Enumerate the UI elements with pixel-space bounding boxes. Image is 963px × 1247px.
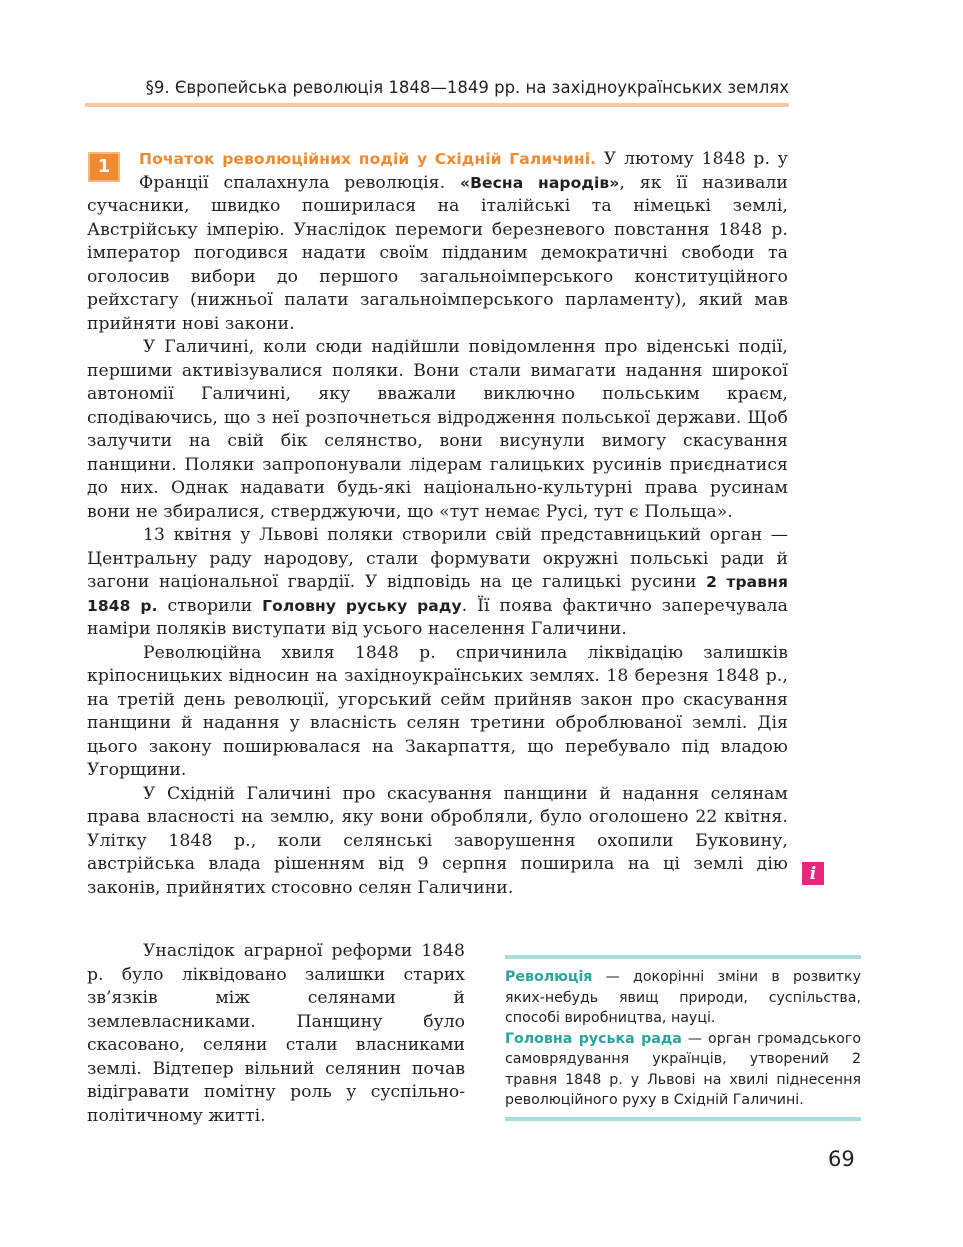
running-header-title: §9. Європейська революція 1848—1849 рр. на західноукраїнських землях (145, 78, 789, 97)
glossary-box (505, 955, 861, 1121)
glossary-definition: — докорінні зміни в розвитку яких-небудь явищ природи, суспільства, способі виробництва, науці. (505, 969, 861, 1026)
info-icon: i (802, 862, 824, 885)
paragraph-1-text-b: , як її називали сучасники, швидко поширилася на італійські та німецькі землі, Австрійську імперію. Унаслідок перемоги березневого повстання 1848 р. імператор погодився надати своїм підданим демократичні свободи та оголосив вибори до першого загальноімперського конституційного рейхстагу (нижньої палати загальноімперського парламенту), який мав прийняти нові закони. (87, 172, 788, 334)
page-number: 69 (828, 1147, 855, 1171)
paragraph-1-text-a: У лютому 1848 р. у Франції спалахнула революція. (139, 149, 788, 193)
paragraph-3-text-c: . Її поява фактично заперечувала наміри поляків виступати від усього населення Галичини. (87, 595, 788, 639)
paragraph-6: Унаслідок аграрної реформи 1848 р. було ліквідовано залишки старих зв’язків між селянами й землевласниками. Панщину було скасовано, селяни стали власниками землі. Відтепер вільний селянин почав відігравати помітну роль у суспільно-політичному житті. (87, 941, 465, 1126)
paragraph-4: Революційна хвиля 1848 р. спричинила ліквідацію залишків кріпосницьких відносин на західноукраїнських землях. 18 березня 1848 р., на третій день революції, угорський сейм прийняв закон про скасування панщини й надання у власність селян третини оброблюваної землі. Дія цього закону поширювалася на Закарпаття, що перебувало під владою Угорщини. (87, 642, 788, 780)
glossary-term: Головна руська рада (505, 1030, 682, 1047)
section-title: Початок революційних подій у Східній Галичині. (139, 150, 597, 168)
paragraph-3-term: Головну руську раду (262, 596, 462, 615)
main-text (87, 148, 788, 900)
lower-text (87, 940, 465, 1128)
paragraph-3-text-a: 13 квітня у Львові поляки створили свій представницький орган — Центральну раду народову, стали формувати окружні польські ради й загони національної гвардії. У відповідь на це галицькі русини (87, 525, 788, 592)
glossary-item (505, 1029, 861, 1111)
glossary-definition: — орган громадського самоврядування українців, утворений 2 травня 1848 р. у Львові на хвилі піднесення революційного руху в Східній Галичині. (505, 1030, 861, 1108)
section-number-badge: 1 (88, 152, 120, 182)
paragraph-3-text-b: створили (157, 595, 263, 616)
paragraph-2: У Галичині, коли сюди надійшли повідомлення про віденські події, першими активізувалися поляки. Вони стали вимагати надання широкої автономії Галичині, яку вважали виключно польським краєм, сподіваючись, що з неї розпочнеться відродження польської держави. Щоб залучити на свій бік селянство, вони висунули вимогу скасування панщини. Поляки запропонували лідерам галицьких русинів приєднатися до них. Однак надавати будь-які національно-культурні права русинам вони не збиралися, стверджуючи, що «тут немає Русі, тут є Польща». (87, 337, 788, 522)
glossary-item (505, 967, 861, 1029)
paragraph-3 (87, 524, 788, 642)
paragraph-1-bold: «Весна народів» (460, 173, 620, 192)
paragraph-3-date: 2 травня 1848 р. (87, 573, 788, 615)
paragraph-1 (87, 148, 788, 336)
running-header (85, 78, 789, 107)
glossary-term: Революція (505, 969, 593, 985)
paragraph-5: У Східній Галичині про скасування панщини й надання селянам права власності на землю, яку вони обробляли, було оголошено 22 квітня. Улітку 1848 р., коли селянські заворушення охопили Буковину, австрійська влада рішенням від 9 серпня поширила на ці землі дію законів, прийнятих стосовно селян Галичини. (87, 783, 788, 898)
